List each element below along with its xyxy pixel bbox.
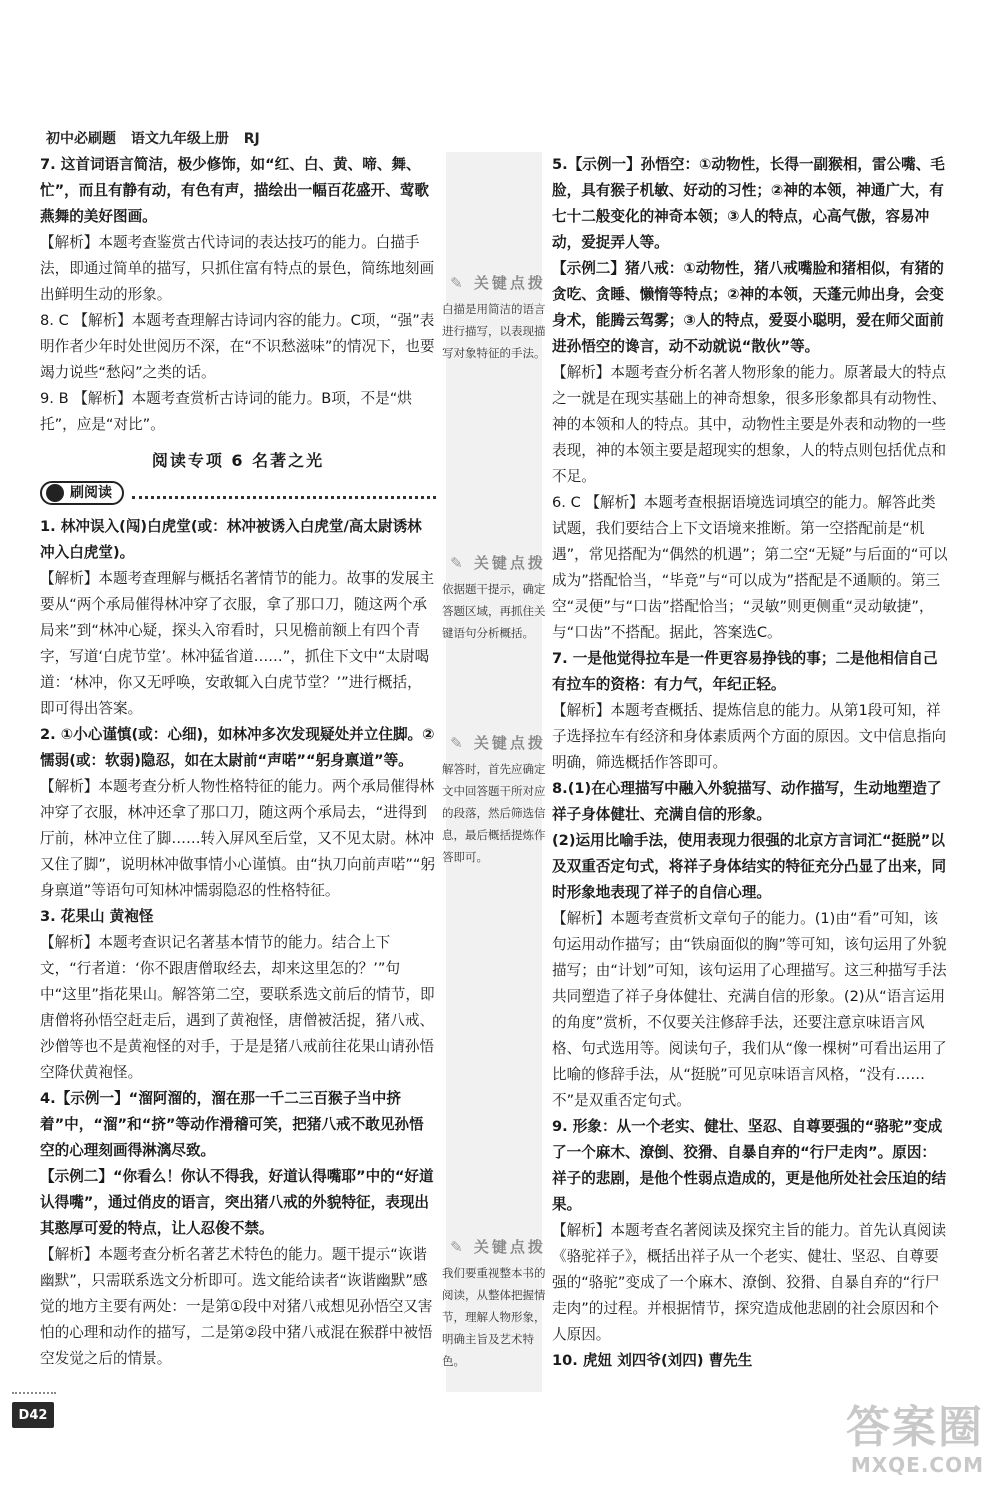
right-column (552, 152, 948, 1374)
left-column (40, 152, 436, 1372)
watermark-url: MXQE.COM (850, 1453, 984, 1477)
key-tip-title: ✎ 关键点拨 (442, 732, 554, 754)
key-tip-title: ✎ 关键点拨 (442, 1236, 554, 1258)
brush-icon (46, 484, 64, 502)
edition-label: RJ (243, 131, 260, 147)
reading-answer-4-example-2: 【示例二】“你看么！你认不得我，好道认得嘴耶”中的“好道认得嘴”，通过俏皮的语言，突出猪八戒的外貌特征，表现出其憨厚可爱的特点，让人忍俊不禁。 (40, 1168, 434, 1237)
key-tip-text: 我们要重视整本书的阅读，从整体把握情节，理解人物形象，明确主旨及艺术特色。 (442, 1266, 546, 1368)
answer-9: 9. B 【解析】本题考查赏析古诗词的能力。B项，不是“烘托”，应是“对比”。 (40, 390, 412, 433)
series-name: 初中必刷题 (46, 131, 116, 147)
page-header (46, 128, 270, 148)
key-tip-note-4 (442, 1236, 554, 1372)
reading-explanation-2: 【解析】本题考查分析人物性格特征的能力。两个承局催得林冲穿了衣服，林冲还拿了那口刀，随这两个承局去，“进得到厅前，林冲立住了脚……转入屏风至后堂，又不见太尉。林冲又住了脚”，说明林冲做事情小心谨慎。由“执刀向前声喏”“躬身禀道”等语句可知林冲懦弱隐忍的性格特征。 (40, 778, 436, 899)
reading-answer-5-example-2: 【示例二】猪八戒：①动物性，猪八戒嘴脸和猪相似，有猪的贪吃、贪睡、懒惰等特点；②神的本领，天蓬元帅出身，会变身术，能腾云驾雾；③人的特点，爱耍小聪明，爱在师父面前进孙悟空的谗言，动不动就说“散伙”等。 (552, 260, 944, 355)
key-tip-title: ✎ 关键点拨 (442, 272, 554, 294)
explanation-7: 【解析】本题考查鉴赏古代诗词的表达技巧的能力。白描手法，即通过简单的描写，只抓住富有特点的景色，简练地刻画出鲜明生动的形象。 (40, 234, 435, 303)
answer-7: 7. 这首词语言简洁，极少修饰，如“红、白、黄、啼、舞、忙”，而且有静有动，有色有声，描绘出一幅百花盛开、莺歌燕舞的美好图画。 (40, 156, 430, 225)
reading-answer-7: 7. 一是他觉得拉车是一件更容易挣钱的事；二是他相信自己有拉车的资格：有力气，年纪正轻。 (552, 650, 938, 693)
page-number: D42 (12, 1402, 54, 1428)
key-tip-text: 解答时，首先应确定文中回答题干所对应的段落，然后筛选信息，最后概括提炼作答即可。 (442, 762, 546, 864)
reading-explanation-7: 【解析】本题考查概括、提炼信息的能力。从第1段可知，祥子选择拉车有经济和身体素质两个方面的原因。文中信息指向明确，筛选概括作答即可。 (552, 702, 947, 771)
reading-explanation-1: 【解析】本题考查理解与概括名著情节的能力。故事的发展主要从“两个承局催得林冲穿了衣服，拿了那口刀，随这两个承局来”到“林冲心疑，探头入帘看时，只见檐前额上有四个青字，写道‘白虎节堂’。林冲猛省道……”，抓住下文中“太尉喝道：‘林冲，你又无呼唤，安敢辄入白虎节堂？’”进行概括，即可得出答案。 (40, 570, 435, 717)
reading-explanation-9: 【解析】本题考查名著阅读及探究主旨的能力。首先认真阅读《骆驼祥子》，概括出祥子从一个老实、健壮、坚忍、自尊要强的“骆驼”变成了一个麻木、潦倒、狡猾、自暴自弃的“行尸走肉”的过程。并根据情节，探究造成他悲剧的社会原因和个人原因。 (552, 1222, 947, 1343)
brush-reading-badge (40, 481, 124, 505)
watermark-logo-text: 答案圈 (846, 1402, 984, 1453)
section-title: 阅读专项 6 名著之光 (151, 451, 325, 470)
key-tip-text: 白描是用简洁的语言进行描写，以表现描写对象特征的手法。 (442, 302, 546, 360)
page-number-dots (12, 1392, 56, 1394)
subject-name: 语文九年级上册 (130, 131, 229, 147)
key-tip-title: ✎ 关键点拨 (442, 552, 554, 574)
reading-answer-1: 1. 林冲误入(闯)白虎堂(或：林冲被诱入白虎堂/高太尉诱林冲入白虎堂)。 (40, 518, 422, 561)
reading-answer-4-example-1: 4.【示例一】“溜阿溜的，溜在那一千二三百猴子当中挤着”中，“溜”和“挤”等动作滑稽可笑，把猪八戒不敢见孙悟空的心理刻画得淋漓尽致。 (40, 1090, 424, 1159)
key-tip-note-2 (442, 552, 554, 644)
dotted-divider (132, 487, 436, 499)
reading-explanation-4: 【解析】本题考查分析名著艺术特色的能力。题干提示“诙谐幽默”，只需联系选文分析即可。选文能给读者“诙谐幽默”感觉的地方主要有两处：一是第①段中对猪八戒想见孙悟空又害怕的心理和动作的描写，二是第②段中猪八戒混在猴群中被悟空发觉之后的情景。 (40, 1246, 433, 1367)
reading-explanation-5: 【解析】本题考查分析名著人物形象的能力。原著最大的特点之一就是在现实基础上的神奇想象，很多形象都具有动物性、神的本领和人的特点。其中，动物性主要是外表和动物的一些表现，神的本领主要是超现实的想象，人的特点则包括优点和不足。 (552, 364, 947, 485)
watermark (846, 1403, 984, 1477)
reading-answer-10: 10. 虎妞 刘四爷(刘四) 曹先生 (552, 1352, 753, 1369)
reading-explanation-8: 【解析】本题考查赏析文章句子的能力。(1)由“看”可知，该句运用动作描写；由“铁扇面似的胸”等可知，该句运用了外貌描写；由“计划”可知，该句运用了心理描写。这三种描写手法共同塑造了祥子身体健壮、充满自信的形象。(2)从“语言运用的角度”赏析，不仅要关注修辞手法，还要注意京味语言风格、句式选用等。阅读句子，我们从“像一棵树”可看出运用了比喻的修辞手法，从“挺脱”可见京味语言风格，“没有……不”是双重否定句式。 (552, 910, 947, 1109)
reading-answer-8-part-2: (2)运用比喻手法，使用表现力很强的北京方言词汇“挺脱”以及双重否定句式，将祥子身体结实的特征充分凸显了出来，同时形象地表现了祥子的自信心理。 (552, 832, 947, 901)
reading-answer-2: 2. ①小心谨慎(或：心细)，如林冲多次发现疑处并立住脚。②懦弱(或：软弱)隐忍，如在太尉前“声喏”“躬身禀道”等。 (40, 726, 435, 769)
reading-explanation-3: 【解析】本题考查识记名著基本情节的能力。结合上下文，“行者道：‘你不跟唐僧取经去，却来这里怎的？’”句中“这里”指花果山。解答第二空，要联系选文前后的情节，即唐僧将孙悟空赶走后，遇到了黄袍怪，唐僧被活捉，猪八戒、沙僧等也不是黄袍怪的对手，于是是猪八戒前往花果山请孙悟空降伏黄袍怪。 (40, 934, 435, 1081)
brush-reading-label: 刷阅读 (70, 485, 112, 501)
reading-answer-6: 6. C 【解析】本题考查根据语境选词填空的能力。解答此类试题，我们要结合上下文语境来推断。第一空搭配前是“机遇”，常见搭配为“偶然的机遇”；第二空“无疑”与后面的“可以成为”搭配恰当，“毕竟”与“可以成为”搭配是不通顺的。第三空“灵便”与“口齿”搭配恰当；“灵敏”则更侧重“灵动敏捷”，与“口齿”不搭配。据此，答案选C。 (552, 494, 948, 641)
reading-answer-9: 9. 形象：从一个老实、健壮、坚忍、自尊要强的“骆驼”变成了一个麻木、潦倒、狡猾、自暴自弃的“行尸走肉”。原因：祥子的悲剧，是他个性弱点造成的，更是他所处社会压迫的结果。 (552, 1118, 947, 1213)
reading-answer-8-part-1: 8.(1)在心理描写中融入外貌描写、动作描写，生动地塑造了祥子身体健壮、充满自信的形象。 (552, 780, 942, 823)
reading-answer-3: 3. 花果山 黄袍怪 (40, 908, 154, 925)
key-tip-note-1 (442, 272, 554, 364)
key-tip-text: 依据题干提示，确定答题区域，再抓住关键语句分析概括。 (442, 582, 546, 640)
brush-reading-banner (40, 480, 436, 506)
key-tip-note-3 (442, 732, 554, 868)
reading-answer-5-example-1: 5.【示例一】孙悟空：①动物性，长得一副猴相，雷公嘴、毛脸，具有猴子机敏、好动的习性；②神的本领，神通广大，有七十二般变化的神奇本领；③人的特点，心高气傲，容易冲动，爱捉弄人等。 (552, 156, 945, 251)
answer-8: 8. C 【解析】本题考查理解古诗词内容的能力。C项，“强”表明作者少年时处世阅历不深，在“不识愁滋味”的情况下，也要竭力说些“愁闷”之类的话。 (40, 312, 435, 381)
